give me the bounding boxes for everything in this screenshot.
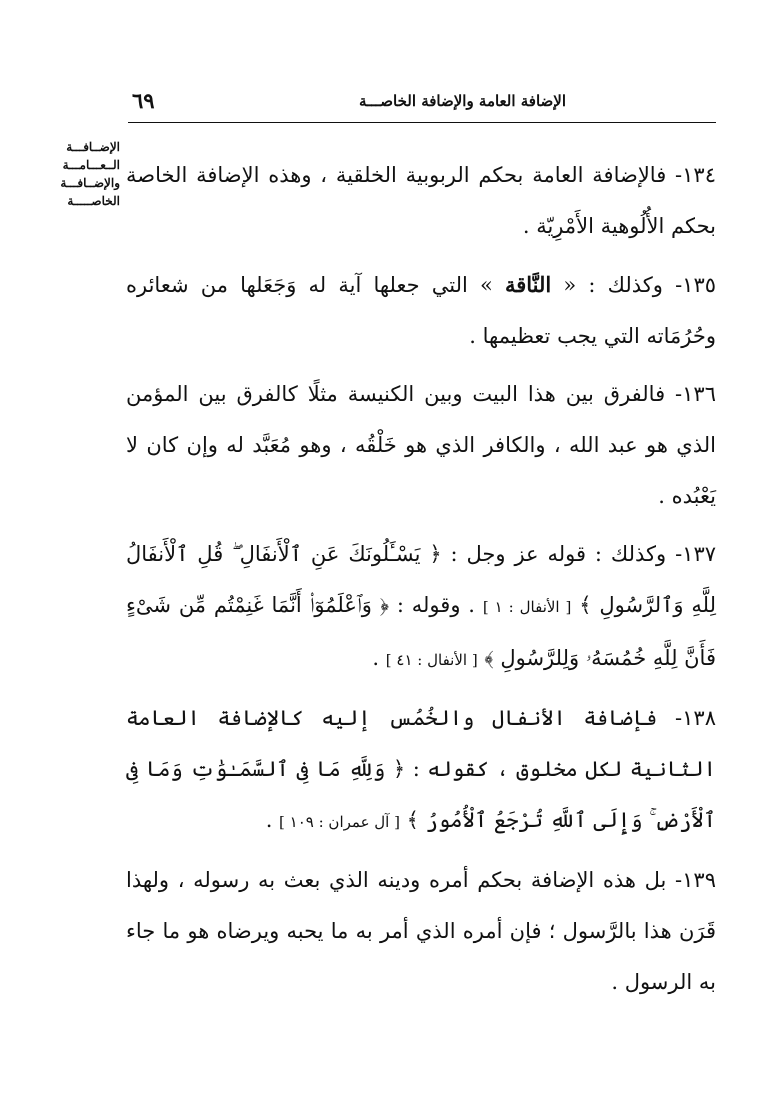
emphasis-term: النَّاقة	[504, 272, 552, 297]
margin-note	[20, 138, 120, 210]
paragraph-138	[126, 693, 716, 848]
paragraph-text: وكذلك : قوله عز وجل : ﴿	[420, 542, 676, 566]
paragraph-number: ١٣٧-	[675, 542, 717, 566]
paragraph-139	[126, 855, 716, 1008]
paragraph-number: ١٣٤-	[675, 163, 716, 187]
margin-note-line: والإضــافـــة	[60, 176, 120, 190]
margin-note-line: الــعـــامـــة	[62, 158, 120, 172]
paragraph-text: .	[372, 646, 386, 670]
paragraph-text: ﴾	[477, 646, 501, 670]
paragraph-134	[126, 150, 716, 252]
paragraph-137	[126, 529, 716, 686]
paragraph-text: وكذلك : «	[551, 273, 676, 297]
margin-note-line: الإضــافـــة	[66, 140, 120, 154]
paragraph-136	[126, 369, 716, 522]
quran-verse: وَٱعْلَمُوٓا۟ أَنَّمَا غَنِمْتُم مِّن شَىْءٍ فَأَنَّ لِلَّهِ خُمُسَهُۥ وَلِلرَّسُولِ	[126, 593, 716, 670]
header-rule	[128, 122, 716, 123]
paragraph-135	[126, 259, 716, 362]
paragraph-text: فإضافة الأنفال والخُمُس إليه كالإضافة العامة الثانية لكل مخلوق ، كقوله : ﴿	[126, 706, 716, 781]
paragraph-number: ١٣٩-	[675, 868, 716, 892]
page-number: ٦٩	[132, 88, 155, 113]
paragraph-text: .	[265, 808, 280, 832]
paragraph-text: فالفرق بين هذا البيت وبين الكنيسة مثلًا كالفرق بين المؤمن الذي هو عبد الله ، والكافر الذي هو خَلْقُه ، وهو مُعَبَّد له وإن كان لا يَعْبُده .	[126, 382, 716, 508]
paragraph-text: ﴾	[571, 593, 600, 617]
paragraph-text: ﴾	[399, 808, 426, 832]
paragraph-text: بل هذه الإضافة بحكم أمره ودينه الذي بعث به رسوله ، ولهذا قَرَن هذا بالرَّسول ؛ فإن أمره الذي أمر به ما يحبه ويرضاه هو ما جاء به الرسول .	[126, 868, 716, 994]
verse-reference: [ الأنفال : ١ ]	[482, 598, 572, 616]
verse-reference: [ الأنفال : ٤١ ]	[385, 651, 478, 669]
paragraph-text: فالإضافة العامة بحكم الربوبية الخلقية ، وهذه الإضافة الخاصة بحكم الأُلُوهية الأَمْرِيّة .	[126, 163, 716, 238]
margin-note-line: الخاصـــــة	[67, 194, 120, 208]
quran-verse: يَسْـَٔلُونَكَ عَنِ ٱلْأَنفَالِ ۖ قُلِ ٱلْأَنفَالُ لِلَّهِ وَٱلرَّسُولِ	[126, 542, 717, 617]
paragraph-number: ١٣٥-	[675, 273, 717, 297]
header-title: الإضافة العامة والإضافة الخاصـــة	[359, 92, 566, 110]
quran-verse: وَلِلَّهِ مَا فِى ٱلسَّمَـٰوَٰتِ وَمَا فِى ٱلْأَرْضِ ۚ وَإِلَى ٱللَّهِ تُرْجَعُ ٱلْأُمُورُ	[126, 757, 716, 832]
main-text	[126, 150, 716, 1015]
paragraph-number: ١٣٨-	[675, 706, 716, 730]
running-header	[128, 88, 716, 118]
paragraph-text: » التي جعلها آية له وَجَعَلها من شعائره وحُرُمَاته التي يجب تعظيمها .	[126, 273, 716, 348]
paragraph-number: ١٣٦-	[675, 382, 716, 406]
verse-reference: [ آل عمران : ١٠٩ ]	[279, 813, 400, 831]
paragraph-text: . وقوله : ﴿	[371, 593, 483, 617]
